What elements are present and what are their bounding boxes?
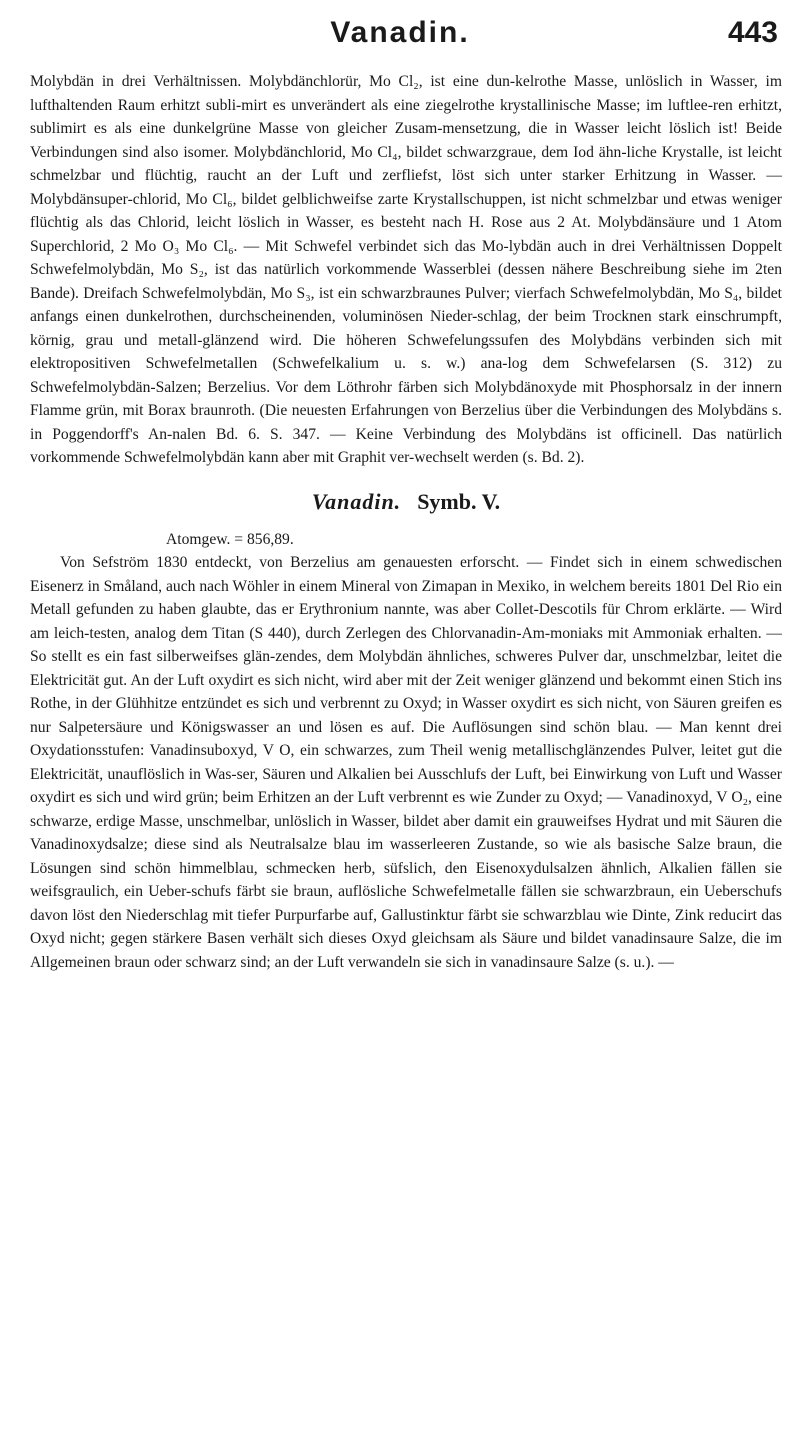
atomic-weight: Atomgew. = 856,89. — [166, 530, 294, 548]
page-body — [30, 70, 782, 974]
section-title: Vanadin. — [311, 488, 402, 514]
running-title: Vanadin. — [330, 16, 470, 49]
page-number: 443 — [727, 16, 778, 49]
element-symbol: Symb. V. — [417, 488, 501, 514]
vanadium-paragraph: Von Sefström 1830 entdeckt, von Berzelius am genauesten erforscht. — Findet sich in einem schwedischen Eisenerz in Småland, auch nach Wöhler in einem Mineral von Zimapan in Mexiko, in welchem bereits 1801 Del Rio ein Metall gefunden zu haben glaubte, das er Erythronium nannte, was aber Collet-Descotils für Chrom erklärte. — Wird am leich-testen, analog dem Titan (S 440), durch Zerlegen des Chlorvanadin-Am-moniaks mit Ammoniak erhalten. — So stellt es ein fast silberweifses glän-zendes, dem Molybdän ähnliches, schweres Pulver dar, unschmelzbar, leitet die Elektricität gut. An der Luft oxydirt es sich nicht, wird aber mit der Zeit weniger glänzend und bekommt einen Stich ins Rothe, in der Glühhitze entzündet es sich und verbrennt zu Oxyd; in Wasser oxydirt es sich nicht, von Säuren greifen es nur Salpetersäure und Königswasser an und lösen es auf. Die Auflösungen sind schön blau. — Man kennt drei Oxydationsstufen: Vanadinsuboxyd, V O, ein schwarzes, zum Theil wenig metallischglänzendes Pulver, leitet gut die Elektricität, unauflöslich in Was-ser, Säuren und Alkalien bei Ausschlufs der Luft, bei Einwirkung von Luft und Wasser oxydirt es sich und wird grün; beim Erhitzen an der Luft verbrennt es wie Zunder zu Oxyd; — Vanadinoxyd, V O₂, eine schwarze, erdige Masse, unschmelbar, unlöslich in Wasser, bildet aber damit ein grauweifses Hydrat und mit Säuren die Vanadinoxydsalze; diese sind als Neutralsalze blau im wasserleeren Zustande, so wie als basische Salze braun, die Lösungen sind schön himmelblau, schmecken herb, süfslich, den Eisenoxydulsalzen ähnlich, Alkalien fällen sie weifsgraulich, ein Ueber-schufs färbt sie braun, auflösliche Schwefelmetalle fällen sie schwarzbraun, ein Ueberschufs davon löst den Niederschlag mit tiefer Purpurfarbe auf, Gallustinktur färbt sie schwarzblau wie Dinte, Zink reducirt das Oxyd nicht; gegen stärkere Basen verhält sich dieses Oxyd gleichsam als Säure und bildet vanadinsaure Salze, die im Allgemeinen braun oder schwarz sind; an der Luft verwandeln sie sich in vanadinsaure Salze (s. u.). — — [30, 554, 782, 971]
page-header — [0, 8, 800, 68]
molybdenum-paragraph: Molybdän in drei Verhältnissen. Molybdänchlorür, Mo Cl₂, ist eine dun-kelrothe Masse, unlöslich in Wasser, im lufthaltenden Raum erhitzt subli-mirt es unverändert als eine ziegelrothe krystallinische Masse; im luftlee-ren erhitzt, sublimirt es als eine dunkelgrüne Masse von gleicher Zusam-mensetzung, die in Wasser leicht löslich ist! Beide Verbindungen sind also isomer. Molybdänchlorid, Mo Cl₄, bildet schwarzgraue, dem Iod ähn-liche Krystalle, ist leicht schmelzbar und flüchtig, raucht an der Luft und zerfliefst, löst sich unter starker Erhitzung in Wasser. — Molybdänsuper-chlorid, Mo Cl₆, bildet gelblichweifse zarte Krystallschuppen, ist nicht schmelzbar und etwas weniger flüchtig als das Chlorid, leicht löslich in Wasser, es besteht nach H. Rose aus 2 At. Molybdänsäure und 1 Atom Superchlorid, 2 Mo O₃ Mo Cl₆. — Mit Schwefel verbindet sich das Mo-lybdän auch in drei Verhältnissen Doppelt Schwefelmolybdän, Mo S₂, ist das natürlich vorkommende Wasserblei (dessen nähere Beschreibung siehe im 2ten Bande). Dreifach Schwefelmolybdän, Mo S₃, ist ein schwarzbraunes Pulver; vierfach Schwefelmolybdän, Mo S₄, bildet anfangs einen dunkelrothen, durchscheinenden, voluminösen Nieder-schlag, der beim Trocknen stark einschrumpft, körnig, grau und metall-glänzend wird. Die höheren Schwefelungssufen des Molybdäns verbinden sich mit elektropositiven Schwefelmetallen (Schwefelkalium u. s. w.) ana-log dem Schwefelarsen (S. 312) zu Schwefelmolybdän-Salzen; Berzelius. Vor dem Löthrohr färben sich Molybdänoxyde mit Phosphorsalz in der innern Flamme grün, mit Borax braunroth. (Die neuesten Erfahrungen von Berzelius über die Verbindungen des Molybdäns s. in Poggendorff's An-nalen Bd. 6. S. 347. — Keine Verbindung des Molybdäns ist officinell. Das natürlich vorkommende Schwefelmolybdän kann aber mit Graphit ver-wechselt werden (s. Bd. 2). — [30, 73, 782, 466]
section-heading — [30, 488, 782, 516]
